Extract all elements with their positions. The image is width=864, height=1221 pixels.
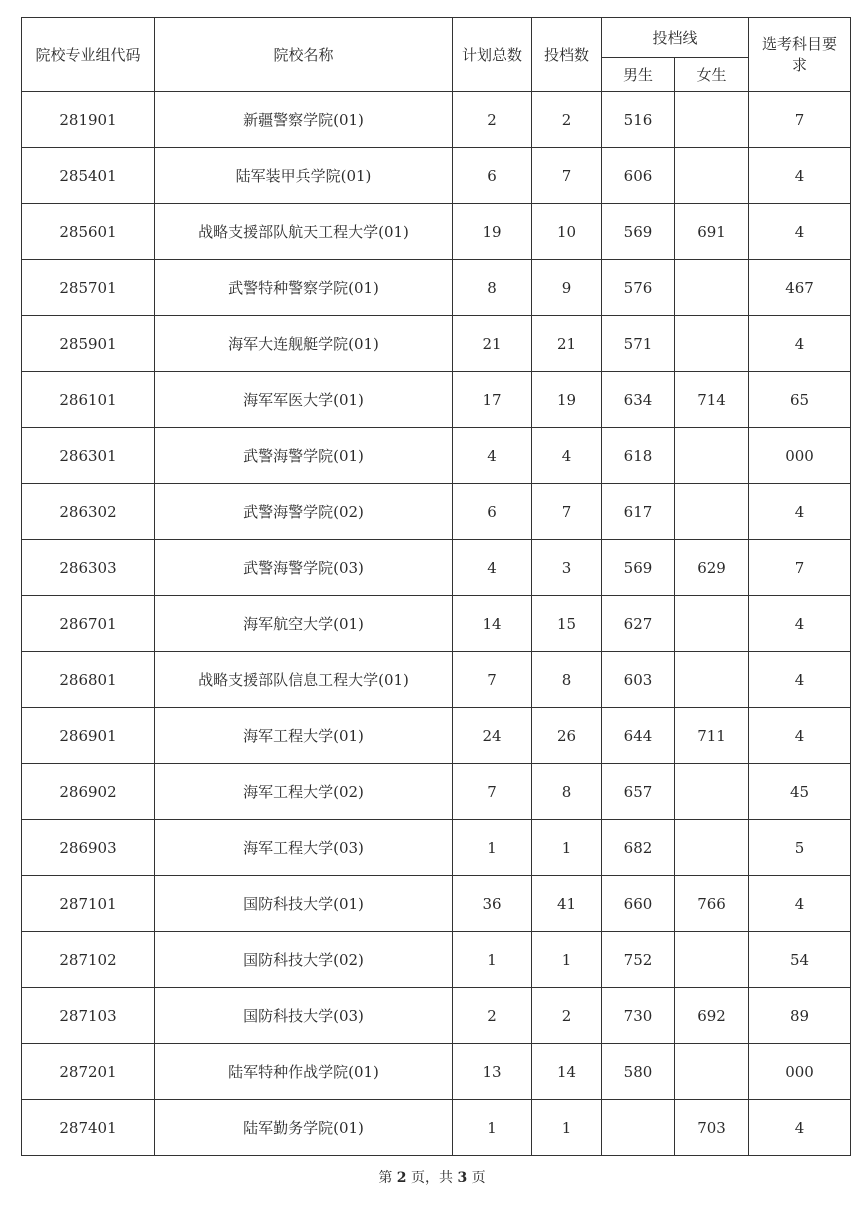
cell-plan: 1 bbox=[453, 932, 532, 988]
cell-female: 714 bbox=[675, 372, 749, 428]
table-row bbox=[22, 428, 851, 484]
cell-plan: 21 bbox=[453, 316, 532, 372]
cell-plan: 19 bbox=[453, 204, 532, 260]
header-filed: 投档数 bbox=[532, 18, 602, 92]
cell-female bbox=[675, 652, 749, 708]
cell-code: 286701 bbox=[22, 596, 155, 652]
cell-filed: 2 bbox=[532, 988, 602, 1044]
cell-male: 730 bbox=[602, 988, 675, 1044]
cell-code: 285701 bbox=[22, 260, 155, 316]
cell-subject: 4 bbox=[749, 1100, 851, 1156]
header-male: 男生 bbox=[602, 58, 675, 92]
cell-code: 287201 bbox=[22, 1044, 155, 1100]
cell-subject: 4 bbox=[749, 316, 851, 372]
cell-code: 281901 bbox=[22, 92, 155, 148]
cell-code: 285901 bbox=[22, 316, 155, 372]
cell-subject: 7 bbox=[749, 540, 851, 596]
cell-code: 285601 bbox=[22, 204, 155, 260]
cell-filed: 10 bbox=[532, 204, 602, 260]
cell-subject: 4 bbox=[749, 876, 851, 932]
table-row bbox=[22, 876, 851, 932]
cell-subject: 4 bbox=[749, 596, 851, 652]
cell-filed: 8 bbox=[532, 652, 602, 708]
cell-filed: 1 bbox=[532, 1100, 602, 1156]
cell-female bbox=[675, 260, 749, 316]
header-subject: 选考科目要求 bbox=[749, 18, 851, 92]
cell-filed: 14 bbox=[532, 1044, 602, 1100]
cell-filed: 4 bbox=[532, 428, 602, 484]
page-footer bbox=[0, 1167, 864, 1187]
cell-code: 286801 bbox=[22, 652, 155, 708]
cell-female: 711 bbox=[675, 708, 749, 764]
cell-name: 武警特种警察学院(01) bbox=[155, 260, 453, 316]
cell-name: 海军工程大学(02) bbox=[155, 764, 453, 820]
cell-male: 618 bbox=[602, 428, 675, 484]
cell-filed: 3 bbox=[532, 540, 602, 596]
cell-plan: 8 bbox=[453, 260, 532, 316]
cell-name: 武警海警学院(03) bbox=[155, 540, 453, 596]
cell-filed: 2 bbox=[532, 92, 602, 148]
cell-filed: 19 bbox=[532, 372, 602, 428]
cell-filed: 21 bbox=[532, 316, 602, 372]
cell-name: 武警海警学院(01) bbox=[155, 428, 453, 484]
cell-name: 海军航空大学(01) bbox=[155, 596, 453, 652]
table-row bbox=[22, 652, 851, 708]
cell-plan: 4 bbox=[453, 428, 532, 484]
table-row bbox=[22, 260, 851, 316]
cell-name: 国防科技大学(03) bbox=[155, 988, 453, 1044]
cell-female bbox=[675, 820, 749, 876]
cell-male: 634 bbox=[602, 372, 675, 428]
cell-subject: 4 bbox=[749, 708, 851, 764]
cell-plan: 4 bbox=[453, 540, 532, 596]
cell-plan: 1 bbox=[453, 1100, 532, 1156]
cell-male: 516 bbox=[602, 92, 675, 148]
cell-plan: 2 bbox=[453, 92, 532, 148]
cell-filed: 1 bbox=[532, 820, 602, 876]
cell-subject: 4 bbox=[749, 148, 851, 204]
cell-male: 603 bbox=[602, 652, 675, 708]
cell-female: 691 bbox=[675, 204, 749, 260]
cell-filed: 7 bbox=[532, 484, 602, 540]
cell-plan: 14 bbox=[453, 596, 532, 652]
cell-plan: 6 bbox=[453, 484, 532, 540]
cell-female bbox=[675, 932, 749, 988]
cell-male: 660 bbox=[602, 876, 675, 932]
cell-subject: 467 bbox=[749, 260, 851, 316]
cell-subject: 000 bbox=[749, 1044, 851, 1100]
table-header bbox=[22, 18, 851, 92]
cell-name: 武警海警学院(02) bbox=[155, 484, 453, 540]
cell-female bbox=[675, 484, 749, 540]
cell-code: 286301 bbox=[22, 428, 155, 484]
footer-suffix: 页 bbox=[471, 1170, 486, 1186]
cell-code: 286901 bbox=[22, 708, 155, 764]
admissions-table bbox=[21, 17, 851, 1156]
cell-filed: 8 bbox=[532, 764, 602, 820]
cell-male: 580 bbox=[602, 1044, 675, 1100]
cell-name: 海军军医大学(01) bbox=[155, 372, 453, 428]
cell-female bbox=[675, 596, 749, 652]
cell-male: 657 bbox=[602, 764, 675, 820]
cell-male: 752 bbox=[602, 932, 675, 988]
cell-plan: 36 bbox=[453, 876, 532, 932]
table-row bbox=[22, 596, 851, 652]
header-name: 院校名称 bbox=[155, 18, 453, 92]
cell-code: 287101 bbox=[22, 876, 155, 932]
cell-female bbox=[675, 148, 749, 204]
cell-male: 571 bbox=[602, 316, 675, 372]
cell-subject: 000 bbox=[749, 428, 851, 484]
table-row bbox=[22, 708, 851, 764]
cell-plan: 6 bbox=[453, 148, 532, 204]
cell-name: 战略支援部队航天工程大学(01) bbox=[155, 204, 453, 260]
footer-middle: 页，共 bbox=[411, 1170, 453, 1186]
cell-subject: 89 bbox=[749, 988, 851, 1044]
cell-male: 644 bbox=[602, 708, 675, 764]
cell-code: 287401 bbox=[22, 1100, 155, 1156]
cell-filed: 26 bbox=[532, 708, 602, 764]
footer-prefix: 第 bbox=[378, 1170, 393, 1186]
cell-plan: 24 bbox=[453, 708, 532, 764]
cell-female bbox=[675, 764, 749, 820]
cell-code: 286902 bbox=[22, 764, 155, 820]
table-row bbox=[22, 372, 851, 428]
table-row bbox=[22, 484, 851, 540]
cell-male: 606 bbox=[602, 148, 675, 204]
cell-name: 海军工程大学(03) bbox=[155, 820, 453, 876]
cell-male: 569 bbox=[602, 204, 675, 260]
cell-name: 海军工程大学(01) bbox=[155, 708, 453, 764]
cell-male: 627 bbox=[602, 596, 675, 652]
cell-plan: 1 bbox=[453, 820, 532, 876]
cell-female bbox=[675, 428, 749, 484]
table-row bbox=[22, 764, 851, 820]
cell-subject: 5 bbox=[749, 820, 851, 876]
cell-code: 287103 bbox=[22, 988, 155, 1044]
cell-code: 286302 bbox=[22, 484, 155, 540]
header-code: 院校专业组代码 bbox=[22, 18, 155, 92]
cell-code: 286303 bbox=[22, 540, 155, 596]
cell-name: 海军大连舰艇学院(01) bbox=[155, 316, 453, 372]
cell-name: 新疆警察学院(01) bbox=[155, 92, 453, 148]
cell-plan: 2 bbox=[453, 988, 532, 1044]
table-row bbox=[22, 820, 851, 876]
cell-name: 国防科技大学(02) bbox=[155, 932, 453, 988]
cell-male: 569 bbox=[602, 540, 675, 596]
cell-female: 629 bbox=[675, 540, 749, 596]
cell-male: 617 bbox=[602, 484, 675, 540]
cell-name: 陆军装甲兵学院(01) bbox=[155, 148, 453, 204]
cell-name: 陆军特种作战学院(01) bbox=[155, 1044, 453, 1100]
cell-filed: 9 bbox=[532, 260, 602, 316]
cell-code: 286101 bbox=[22, 372, 155, 428]
cell-female: 692 bbox=[675, 988, 749, 1044]
cell-plan: 7 bbox=[453, 652, 532, 708]
footer-page-number: 2 bbox=[396, 1170, 407, 1186]
cell-filed: 41 bbox=[532, 876, 602, 932]
cell-name: 陆军勤务学院(01) bbox=[155, 1100, 453, 1156]
cell-subject: 4 bbox=[749, 484, 851, 540]
cell-filed: 7 bbox=[532, 148, 602, 204]
cell-male: 682 bbox=[602, 820, 675, 876]
table-row bbox=[22, 148, 851, 204]
table-row bbox=[22, 932, 851, 988]
cell-filed: 1 bbox=[532, 932, 602, 988]
table-row bbox=[22, 540, 851, 596]
cell-name: 战略支援部队信息工程大学(01) bbox=[155, 652, 453, 708]
cell-female: 703 bbox=[675, 1100, 749, 1156]
cell-subject: 65 bbox=[749, 372, 851, 428]
cell-subject: 54 bbox=[749, 932, 851, 988]
table-row bbox=[22, 204, 851, 260]
cell-subject: 7 bbox=[749, 92, 851, 148]
table-row bbox=[22, 1100, 851, 1156]
cell-female: 766 bbox=[675, 876, 749, 932]
table-row bbox=[22, 988, 851, 1044]
table-body bbox=[22, 92, 851, 1156]
cell-subject: 4 bbox=[749, 652, 851, 708]
cell-plan: 13 bbox=[453, 1044, 532, 1100]
cell-code: 285401 bbox=[22, 148, 155, 204]
cell-female bbox=[675, 316, 749, 372]
cell-male: 576 bbox=[602, 260, 675, 316]
cell-subject: 4 bbox=[749, 204, 851, 260]
cell-code: 287102 bbox=[22, 932, 155, 988]
table-row bbox=[22, 316, 851, 372]
header-plan: 计划总数 bbox=[453, 18, 532, 92]
footer-total-pages: 3 bbox=[457, 1170, 468, 1186]
cell-plan: 17 bbox=[453, 372, 532, 428]
header-line: 投档线 bbox=[602, 18, 749, 58]
cell-female bbox=[675, 92, 749, 148]
cell-code: 286903 bbox=[22, 820, 155, 876]
cell-filed: 15 bbox=[532, 596, 602, 652]
cell-female bbox=[675, 1044, 749, 1100]
cell-subject: 45 bbox=[749, 764, 851, 820]
table-row bbox=[22, 1044, 851, 1100]
cell-name: 国防科技大学(01) bbox=[155, 876, 453, 932]
table-row bbox=[22, 92, 851, 148]
cell-male bbox=[602, 1100, 675, 1156]
cell-plan: 7 bbox=[453, 764, 532, 820]
header-female: 女生 bbox=[675, 58, 749, 92]
